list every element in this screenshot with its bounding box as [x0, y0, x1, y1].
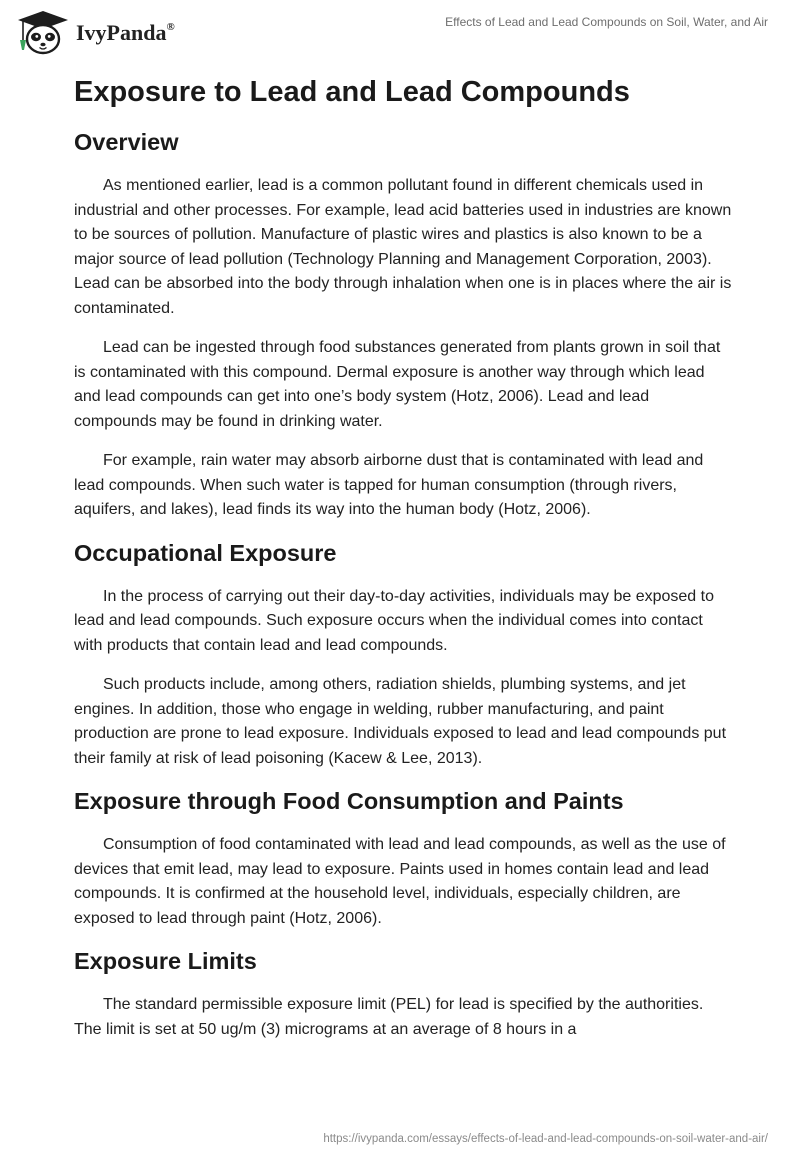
section-heading-overview: Overview	[74, 129, 179, 155]
article-content	[74, 70, 734, 1057]
section-heading-occupational-exposure: Occupational Exposure	[74, 539, 337, 566]
page-header	[0, 0, 800, 64]
paragraph: The standard permissible exposure limit (PEL) for lead is specified by the authorities. The limit is set at 50 ug/m (3) micrograms at an average of 8 hours in a	[74, 996, 704, 1038]
paragraph: For example, rain water may absorb airborne dust that is contaminated with lead and lead compounds. When such water is tapped for human consumption (through rivers, aquifers, and lakes), lead finds its way into the human body (Hotz, 2006).	[74, 452, 704, 518]
brand-name: IvyPanda®	[76, 20, 175, 45]
brand-logo[interactable]	[14, 8, 175, 56]
paragraph: Such products include, among others, radiation shields, plumbing systems, and jet engines. In addition, those who engage in welding, rubber manufacturing, and paint production are prone to lead exposure. Individuals exposed to lead and lead compounds put their family at risk of lead poisoning (Kacew & Lee, 2013).	[74, 676, 727, 767]
paragraph: Consumption of food contaminated with lead and lead compounds, as well as the use of devices that emit lead, may lead to exposure. Paints used in homes contain lead and lead compounds. It is confirmed at the household level, individuals, especially children, are exposed to lead through paint (Hotz, 2006).	[74, 836, 726, 927]
paragraph: As mentioned earlier, lead is a common pollutant found in different chemicals used in industrial and other processes. For example, lead acid batteries used in industries are known to be sources of pollution. Manufacture of plastic wires and plastics is also known to be a major source of lead pollution (Technology Planning and Management Corporation, 2003). Lead can be absorbed into the body through inhalation when one is in places where the air is contaminated.	[74, 177, 732, 317]
section-heading-food-and-paints: Exposure through Food Consumption and Paints	[74, 788, 624, 814]
section-heading-exposure-limits: Exposure Limits	[74, 948, 257, 974]
page-title: Exposure to Lead and Lead Compounds	[74, 76, 630, 108]
paragraph: In the process of carrying out their day-to-day activities, individuals may be exposed to lead and lead compounds. Such exposure occurs when the individual comes into contact with products that contain lead and lead compounds.	[74, 587, 714, 654]
source-url-link[interactable]: https://ivypanda.com/essays/effects-of-lead-and-lead-compounds-on-soil-water-and-air/	[323, 1133, 768, 1145]
document-title: Effects of Lead and Lead Compounds on Soil, Water, and Air	[445, 15, 768, 29]
paragraph: Lead can be ingested through food substances generated from plants grown in soil that is contaminated with this compound. Dermal exposure is another way through which lead and lead compounds can get into one’s body system (Hotz, 2006). Lead and lead compounds may be found in drinking water.	[74, 339, 721, 430]
panda-graduation-cap-icon	[14, 8, 72, 56]
